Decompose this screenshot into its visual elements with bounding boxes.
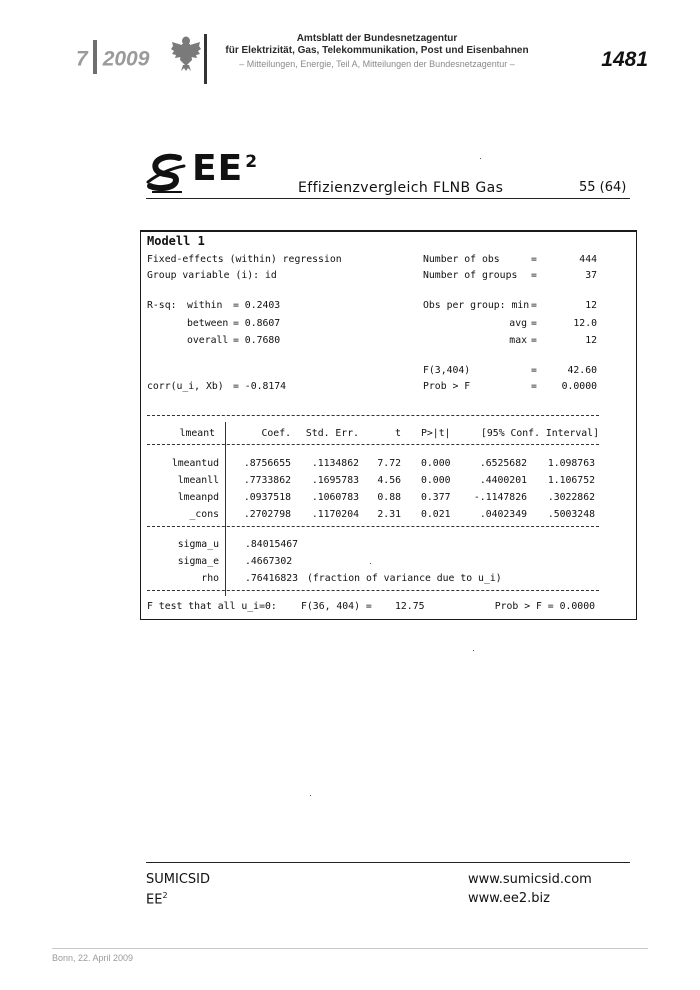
row-t: 7.72 <box>377 458 401 469</box>
table-column-divider <box>225 422 226 596</box>
row-ci-low: .6525682 <box>479 458 527 469</box>
ftest-rule <box>147 590 599 591</box>
rsq-between-label: between <box>187 318 229 329</box>
row-var: lmeantud <box>171 458 219 469</box>
row-ci-high: .3022862 <box>547 492 595 503</box>
group-variable: Group variable (i): id <box>147 270 277 281</box>
row-coef: .7733862 <box>243 475 291 486</box>
variance-name: rho <box>201 573 219 584</box>
col-header-coef: Coef. <box>261 428 291 439</box>
variance-value: .84015467 <box>245 539 299 550</box>
row-p: 0.021 <box>421 509 451 520</box>
prob-f-value: 0.0000 <box>561 381 597 392</box>
row-var: lmeanll <box>177 475 219 486</box>
scan-speck <box>480 158 481 159</box>
footer-url-sumicsid: www.sumicsid.com <box>468 872 592 887</box>
row-t: 0.88 <box>377 492 401 503</box>
obs-max-label: max <box>509 335 527 346</box>
footer-brand-text: EE <box>146 892 163 908</box>
f-label: F(3,404) <box>423 365 471 376</box>
row-stderr: .1134862 <box>311 458 359 469</box>
row-ci-high: 1.106752 <box>547 475 595 486</box>
gazette-title-line1: Amtsblatt der Bundesnetzagentur <box>296 33 458 44</box>
publication-date: Bonn, 22. April 2009 <box>52 953 134 963</box>
issue-separator <box>93 40 97 74</box>
header-divider <box>204 34 207 84</box>
rsq-within-value: = 0.2403 <box>233 300 281 311</box>
col-header-depvar: lmeant <box>179 428 215 439</box>
obs-max-equals: = <box>531 335 537 346</box>
n-groups-equals: = <box>531 270 537 281</box>
row-stderr: .1170204 <box>311 509 359 520</box>
col-header-ci: [95% Conf. Interval] <box>481 428 599 439</box>
rsq-overall-label: overall <box>187 335 229 346</box>
footer-org: SUMICSID <box>146 872 210 887</box>
issue-badge <box>76 46 149 74</box>
ftest-value: 12.75 <box>395 601 425 612</box>
variance-note: (fraction of variance due to u_i) <box>307 573 502 584</box>
variance-value: .4667302 <box>245 556 293 567</box>
regression-type: Fixed-effects (within) regression <box>147 254 342 265</box>
ftest-label: F test that all u_i=0: <box>147 601 277 612</box>
n-groups-value: 37 <box>585 270 597 281</box>
rsq-label: R-sq: <box>147 300 177 311</box>
f-equals: = <box>531 365 537 376</box>
row-p: 0.377 <box>421 492 451 503</box>
ftest-stat: F(36, 404) = <box>301 601 372 612</box>
ftest-prob: Prob > F = 0.0000 <box>494 601 595 612</box>
n-obs-equals: = <box>531 254 537 265</box>
gazette-title <box>212 33 542 57</box>
col-header-stderr: Std. Err. <box>305 428 359 439</box>
row-ci-high: 1.098763 <box>547 458 595 469</box>
variance-rule <box>147 526 599 527</box>
page-number: 1481 <box>601 48 648 71</box>
variance-name: sigma_e <box>177 556 219 567</box>
ee2-brand-text: EE <box>192 148 244 189</box>
page-bottom-rule <box>52 948 648 949</box>
n-groups-label: Number of groups <box>423 270 518 281</box>
row-ci-low: -.1147826 <box>473 492 527 503</box>
row-ci-high: .5003248 <box>547 509 595 520</box>
corr-label: corr(u_i, Xb) <box>147 381 224 392</box>
variance-name: sigma_u <box>177 539 219 550</box>
gazette-subtitle: – Mitteilungen, Energie, Teil A, Mitteilungen der Bundesnetzagentur – <box>239 59 515 69</box>
ee2-brand <box>192 148 258 189</box>
ee2-brand-superscript: 2 <box>245 152 259 172</box>
row-ci-low: .4400201 <box>479 475 527 486</box>
row-coef: .2702798 <box>243 509 291 520</box>
row-ci-low: .0402349 <box>479 509 527 520</box>
obs-avg-value: 12.0 <box>573 318 597 329</box>
issue-year: 2009 <box>102 47 150 71</box>
row-stderr: .1695783 <box>311 475 359 486</box>
scan-speck <box>310 795 311 796</box>
prob-f-label: Prob > F <box>423 381 471 392</box>
issue-number: 7 <box>76 47 88 71</box>
corr-value: = -0.8174 <box>233 381 287 392</box>
header-rule <box>147 444 599 445</box>
footer-rule <box>146 862 630 863</box>
col-header-t: t <box>395 428 401 439</box>
row-coef: .0937518 <box>243 492 291 503</box>
row-t: 4.56 <box>377 475 401 486</box>
footer-url-ee2: www.ee2.biz <box>468 891 550 906</box>
document-page: 55 (64) <box>579 180 627 195</box>
obs-avg-label: avg <box>509 318 527 329</box>
col-header-p: P>|t| <box>421 428 451 439</box>
regression-output-box <box>140 230 637 620</box>
n-obs-label: Number of obs <box>423 254 500 265</box>
row-var: lmeanpd <box>177 492 219 503</box>
row-p: 0.000 <box>421 475 451 486</box>
row-t: 2.31 <box>377 509 401 520</box>
row-stderr: .1060783 <box>311 492 359 503</box>
n-obs-value: 444 <box>579 254 597 265</box>
variance-value: .76416823 <box>245 573 299 584</box>
f-value: 42.60 <box>567 365 597 376</box>
obs-per-group-label: Obs per group: min <box>423 300 530 311</box>
document-header-rule <box>146 198 630 199</box>
ee2-swoosh-logo-icon <box>146 152 186 194</box>
document-title: Effizienzvergleich FLNB Gas <box>298 180 504 196</box>
obs-avg-equals: = <box>531 318 537 329</box>
federal-eagle-icon <box>170 32 202 72</box>
table-top-rule <box>147 415 599 416</box>
footer-brand <box>146 891 168 907</box>
rsq-within-label: within <box>187 300 223 311</box>
rsq-between-value: = 0.8607 <box>233 318 281 329</box>
row-var: _cons <box>189 509 219 520</box>
obs-min-equals: = <box>531 300 537 311</box>
row-coef: .8756655 <box>243 458 291 469</box>
obs-min-value: 12 <box>585 300 597 311</box>
rsq-overall-value: = 0.7680 <box>233 335 281 346</box>
gazette-title-line2: für Elektrizität, Gas, Telekommunikation, Post und Eisenbahnen <box>225 45 529 56</box>
obs-max-value: 12 <box>585 335 597 346</box>
model-title: Modell 1 <box>147 234 205 248</box>
footer-brand-superscript: 2 <box>162 891 168 900</box>
scan-speck <box>473 650 474 651</box>
row-p: 0.000 <box>421 458 451 469</box>
scan-speck <box>370 563 371 564</box>
prob-f-equals: = <box>531 381 537 392</box>
